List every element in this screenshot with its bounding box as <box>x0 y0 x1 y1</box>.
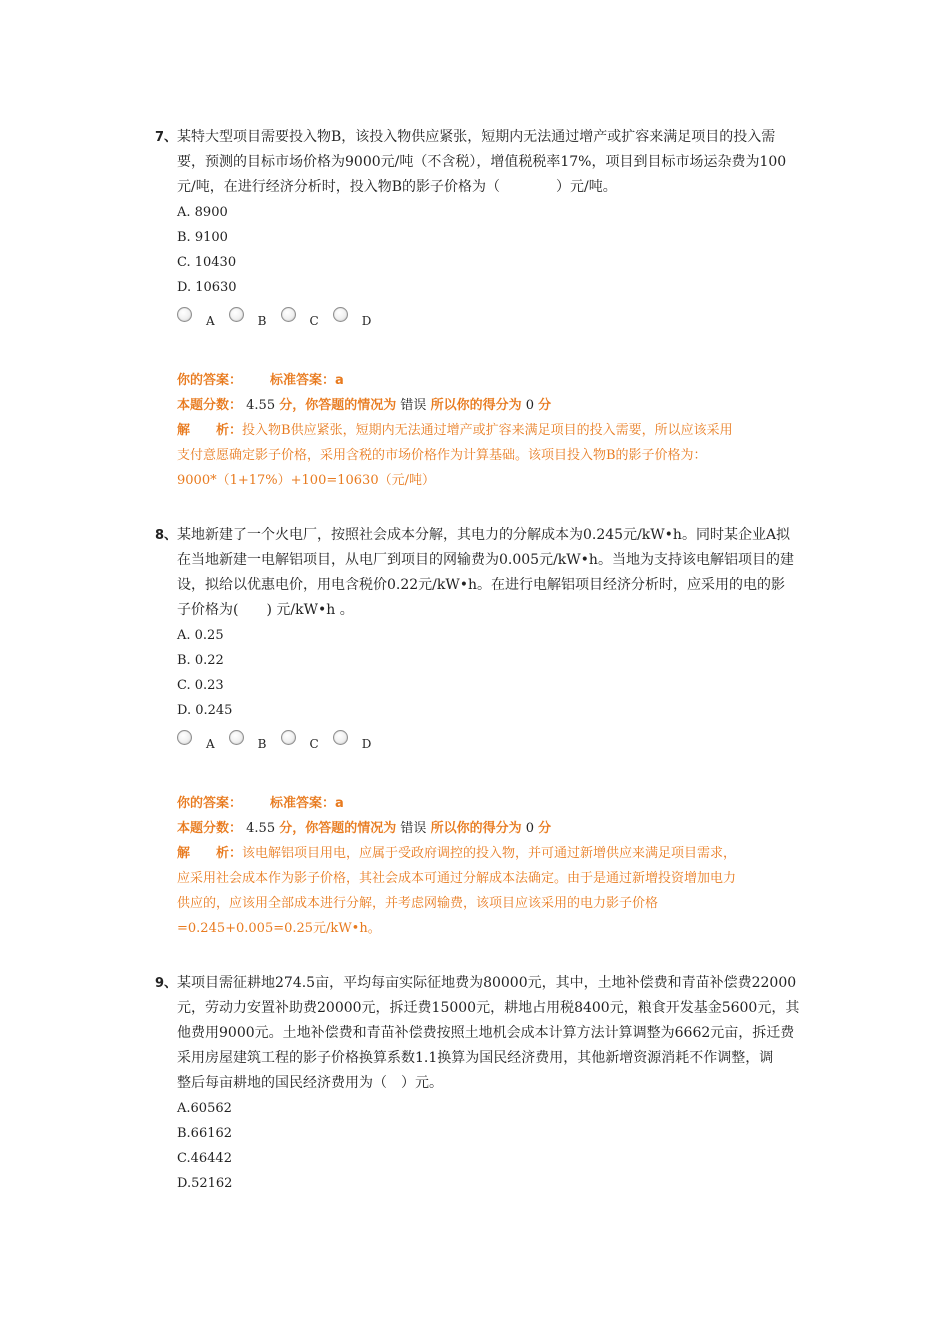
radio-circle-icon[interactable] <box>281 307 296 322</box>
radio-label: C <box>309 314 319 328</box>
radio-option-a[interactable] <box>177 307 219 328</box>
your-answer-label: 你的答案： <box>177 796 243 811</box>
stem-line: 某特大型项目需要投入物B，该投入物供应紧张，短期内无法通过增产或扩容来满足项目的投入需 <box>177 129 776 145</box>
option-d: D. 0.245 <box>177 703 233 718</box>
radio-circle-icon[interactable] <box>281 730 296 745</box>
score-line <box>177 393 817 418</box>
option-a: A. 8900 <box>177 205 228 220</box>
stem-line: 采用房屋建筑工程的影子价格换算系数1.1换算为国民经济费用，其他新增资源消耗不作调整，调 <box>177 1050 774 1066</box>
your-answer-label: 你的答案： <box>177 373 243 388</box>
question-number: 9、 <box>155 976 178 991</box>
radio-label: A <box>206 314 215 328</box>
radio-label: B <box>257 737 267 751</box>
stem-line: 某项目需征耕地274.5亩，平均每亩实际征地费为80000元，其中，土地补偿费和青苗补偿费22000 <box>177 975 797 991</box>
question-stem <box>155 523 815 623</box>
stem-line: 元/吨，在进行经济分析时，投入物B的影子价格为（ ）元/吨。 <box>177 179 617 195</box>
answer-line <box>177 368 817 393</box>
radio-circle-icon[interactable] <box>177 307 192 322</box>
explanation-label: 解 析： <box>177 423 243 438</box>
options-list <box>177 1096 815 1196</box>
question-8 <box>155 523 815 941</box>
question-number: 7、 <box>155 130 178 145</box>
situation-label: 你答题的情况为 <box>305 821 397 836</box>
stem-line: 元，劳动力安置补助费20000元，拆迁费15000元，耕地占用税8400元，粮食开发基金5600元，其 <box>177 1000 800 1016</box>
radio-label: A <box>206 737 215 751</box>
option-a: A. 0.25 <box>177 628 224 643</box>
radio-option-c[interactable] <box>281 730 323 751</box>
explanation-line: 供应的，应该用全部成本进行分解，并考虑网输费，该项目应该采用的电力影子价格 <box>177 896 659 911</box>
standard-answer-value: a <box>335 373 344 388</box>
score-value: 4.55 <box>246 398 276 413</box>
option-b: B. 9100 <box>177 230 228 245</box>
option-d: D.52162 <box>177 1176 233 1191</box>
stem-line: 子价格为( ) 元/kW•h 。 <box>177 602 354 618</box>
explanation-line: 支付意愿确定影子价格，采用含税的市场价格作为计算基础。该项目投入物B的影子价格为： <box>177 448 707 463</box>
explanation-line: 投入物B供应紧张，短期内无法通过增产或扩容来满足项目的投入需要，所以应该采用 <box>242 423 733 438</box>
situation-value: 错误 <box>400 821 427 836</box>
answer-radio-group <box>177 300 815 328</box>
stem-line: 某地新建了一个火电厂，按照社会成本分解，其电力的分解成本为0.245元/kW•h。同时某企业A拟 <box>177 527 791 543</box>
question-7 <box>155 125 815 493</box>
stem-line: 设，拟给以优惠电价，用电含税价0.22元/kW•h。在进行电解铝项目经济分析时，应采用的电的影 <box>177 577 786 593</box>
radio-circle-icon[interactable] <box>177 730 192 745</box>
option-b: B. 0.22 <box>177 653 224 668</box>
radio-option-d[interactable] <box>333 307 376 328</box>
score-label: 本题分数： <box>177 398 243 413</box>
radio-label: B <box>257 314 267 328</box>
stem-line: 在当地新建一电解铝项目，从电厂到项目的网输费为0.005元/kW•h。当地为支持该电解铝项目的建 <box>177 552 794 568</box>
option-a: A.60562 <box>177 1101 232 1116</box>
result-unit: 分 <box>538 398 552 413</box>
result-value: 0 <box>525 398 535 413</box>
explanation-line: =0.245+0.005=0.25元/kW•h。 <box>177 921 381 936</box>
radio-option-b[interactable] <box>229 307 271 328</box>
score-line <box>177 816 817 841</box>
option-c: C. 10430 <box>177 255 237 270</box>
radio-label: D <box>361 737 372 751</box>
score-unit: 分， <box>279 821 306 836</box>
answer-feedback <box>177 368 817 493</box>
options-list <box>177 623 815 723</box>
radio-option-a[interactable] <box>177 730 219 751</box>
answer-feedback <box>177 791 817 941</box>
situation-label: 你答题的情况为 <box>305 398 397 413</box>
result-value: 0 <box>525 821 535 836</box>
explanation <box>177 418 817 493</box>
answer-radio-group <box>177 723 815 751</box>
score-unit: 分， <box>279 398 306 413</box>
stem-line: 要，预测的目标市场价格为9000元/吨（不含税），增值税税率17%，项目到目标市场运杂费为100 <box>177 154 787 170</box>
radio-circle-icon[interactable] <box>333 730 348 745</box>
radio-label: C <box>309 737 319 751</box>
option-c: C. 0.23 <box>177 678 224 693</box>
result-label: 所以你的得分为 <box>430 821 522 836</box>
radio-circle-icon[interactable] <box>229 307 244 322</box>
score-label: 本题分数： <box>177 821 243 836</box>
radio-circle-icon[interactable] <box>333 307 348 322</box>
radio-option-b[interactable] <box>229 730 271 751</box>
answer-line <box>177 791 817 816</box>
radio-circle-icon[interactable] <box>229 730 244 745</box>
situation-value: 错误 <box>400 398 427 413</box>
option-b: B.66162 <box>177 1126 233 1141</box>
question-number: 8、 <box>155 528 178 543</box>
question-stem <box>155 971 815 1096</box>
explanation <box>177 841 817 941</box>
stem-line: 他费用9000元。土地补偿费和青苗补偿费按照土地机会成本计算方法计算调整为6662元亩，拆迁费 <box>177 1025 795 1041</box>
score-value: 4.55 <box>246 821 276 836</box>
result-label: 所以你的得分为 <box>430 398 522 413</box>
result-unit: 分 <box>538 821 552 836</box>
explanation-line: 应采用社会成本作为影子价格，其社会成本可通过分解成本法确定。由于是通过新增投资增加电力 <box>177 871 737 886</box>
standard-answer-label: 标准答案： <box>270 796 336 811</box>
radio-option-d[interactable] <box>333 730 376 751</box>
stem-line: 整后每亩耕地的国民经济费用为（ ）元。 <box>177 1075 443 1091</box>
explanation-line: 9000*（1+17%）+100=10630（元/吨） <box>177 473 435 488</box>
standard-answer-label: 标准答案： <box>270 373 336 388</box>
options-list <box>177 200 815 300</box>
radio-option-c[interactable] <box>281 307 323 328</box>
question-stem <box>155 125 815 200</box>
option-d: D. 10630 <box>177 280 237 295</box>
question-9 <box>155 971 815 1196</box>
option-c: C.46442 <box>177 1151 232 1166</box>
standard-answer-value: a <box>335 796 344 811</box>
radio-label: D <box>361 314 372 328</box>
explanation-label: 解 析： <box>177 846 243 861</box>
explanation-line: 该电解铝项目用电，应属于受政府调控的投入物，并可通过新增供应来满足项目需求， <box>242 846 737 861</box>
